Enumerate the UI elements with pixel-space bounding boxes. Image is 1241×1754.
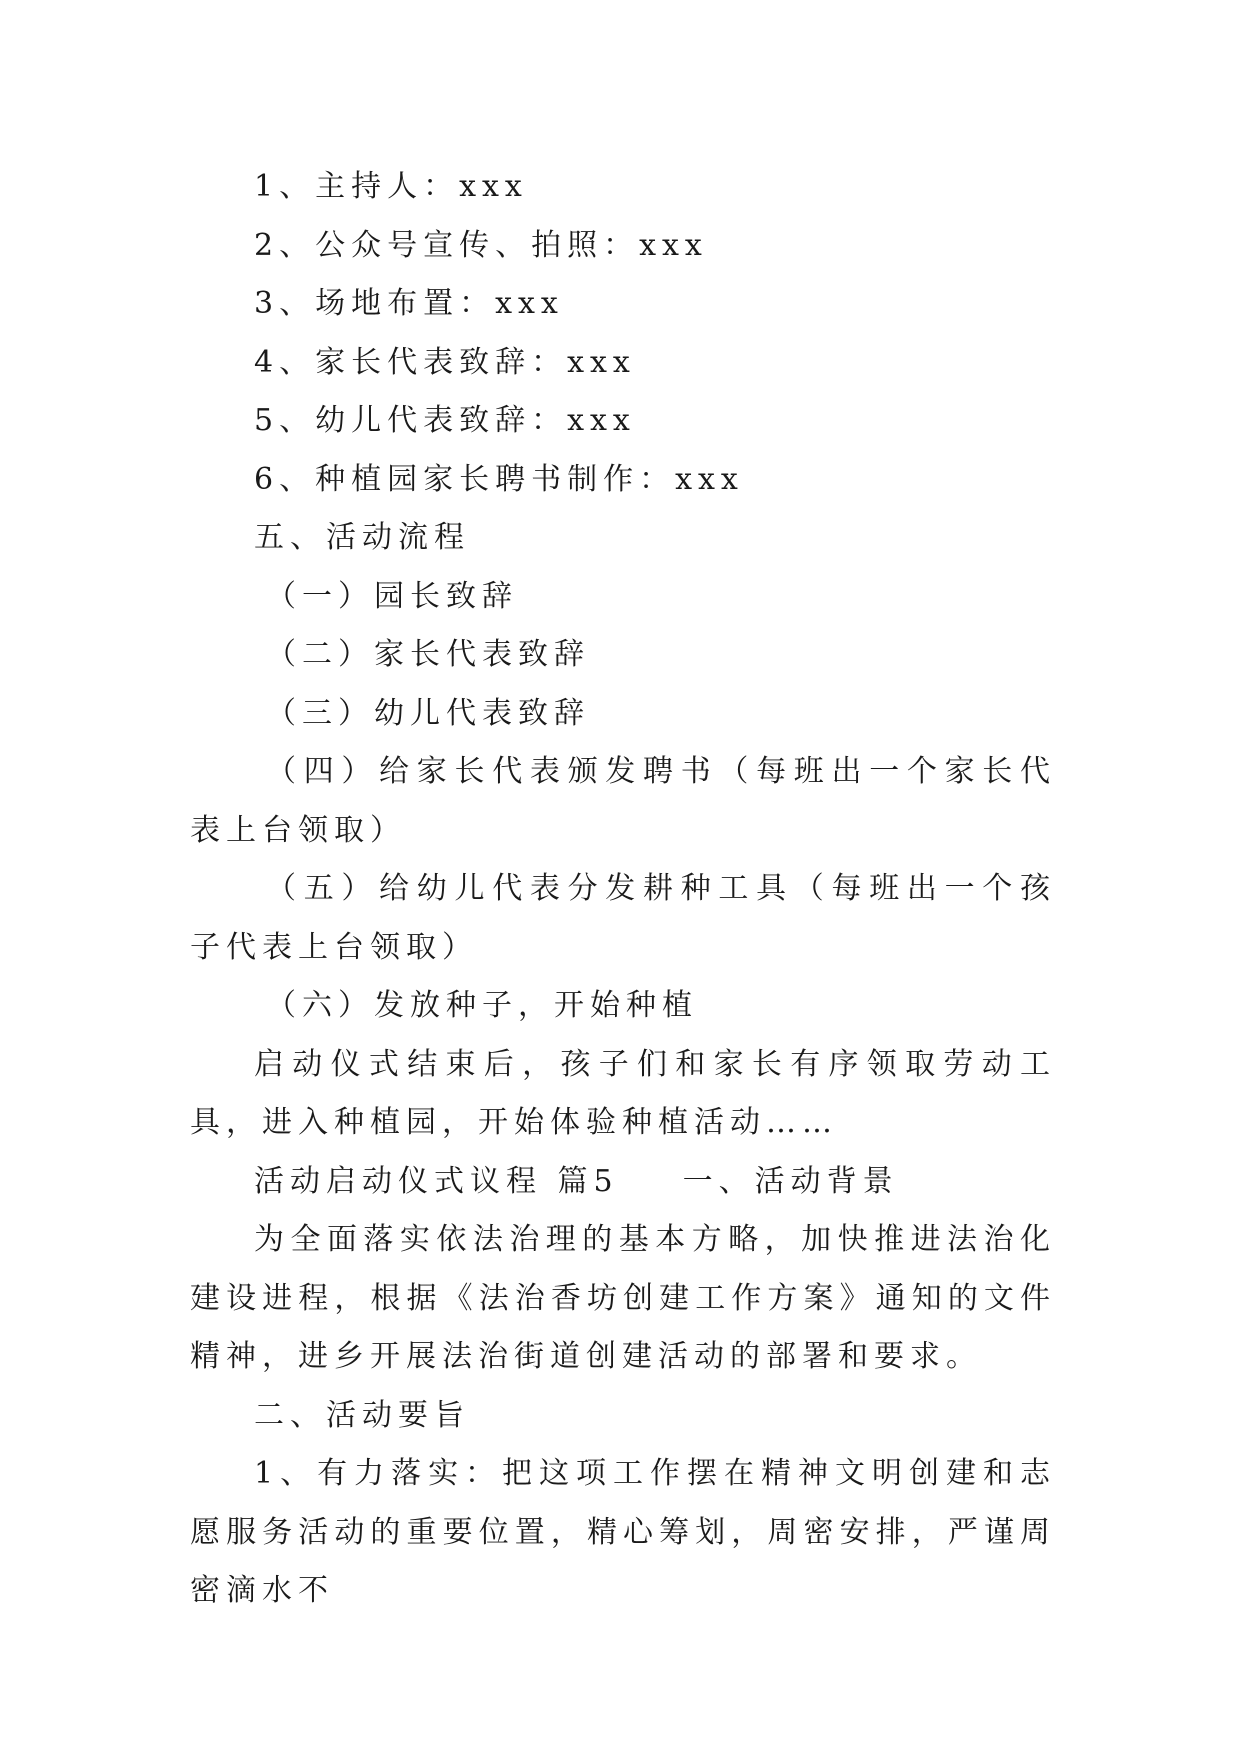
staff-item-host: 1、主持人：xxx bbox=[254, 169, 528, 204]
document-body bbox=[190, 158, 1056, 1621]
flow-item-2: （二）家长代表致辞 bbox=[266, 637, 590, 672]
article-section-title: 一、活动背景 bbox=[682, 1163, 899, 1199]
staff-item-publicity: 2、公众号宣传、拍照：xxx bbox=[254, 227, 708, 263]
closing-paragraph: 启动仪式结束后，孩子们和家长有序领取劳动工具，进入种植园，开始体验种植活动…… bbox=[190, 1046, 1056, 1140]
flow-item-5: （五）给幼儿代表分发耕种工具（每班出一个孩子代表上台领取） bbox=[190, 871, 1056, 965]
flow-item-4: （四）给家长代表颁发聘书（每班出一个家长代表上台领取） bbox=[190, 754, 1056, 848]
staff-item-parent-speech: 4、家长代表致辞：xxx bbox=[254, 344, 636, 380]
staff-item-child-speech: 5、幼儿代表致辞：xxx bbox=[254, 403, 636, 438]
flow-item-3: （三）幼儿代表致辞 bbox=[266, 695, 590, 731]
section-heading-flow: 五、活动流程 bbox=[254, 520, 470, 555]
background-paragraph: 为全面落实依法治理的基本方略，加快推进法治化建设进程，根据《法治香坊创建工作方案》通知的文件精神，进乡开展法治街道创建活动的部署和要求。 bbox=[190, 1222, 1056, 1374]
section-heading-purpose: 二、活动要旨 bbox=[254, 1397, 470, 1433]
purpose-item-1: 1、有力落实：把这项工作摆在精神文明创建和志愿服务活动的重要位置，精心筹划，周密安排，严谨周密滴水不 bbox=[190, 1456, 1056, 1608]
staff-item-certificate: 6、种植园家长聘书制作：xxx bbox=[254, 461, 744, 497]
flow-item-6: （六）发放种子，开始种植 bbox=[266, 988, 698, 1023]
flow-item-1: （一）园长致辞 bbox=[266, 578, 518, 614]
article-heading bbox=[190, 1153, 1056, 1212]
staff-item-venue: 3、场地布置：xxx bbox=[254, 286, 564, 321]
article-title: 活动启动仪式议程 篇5 bbox=[254, 1163, 619, 1199]
